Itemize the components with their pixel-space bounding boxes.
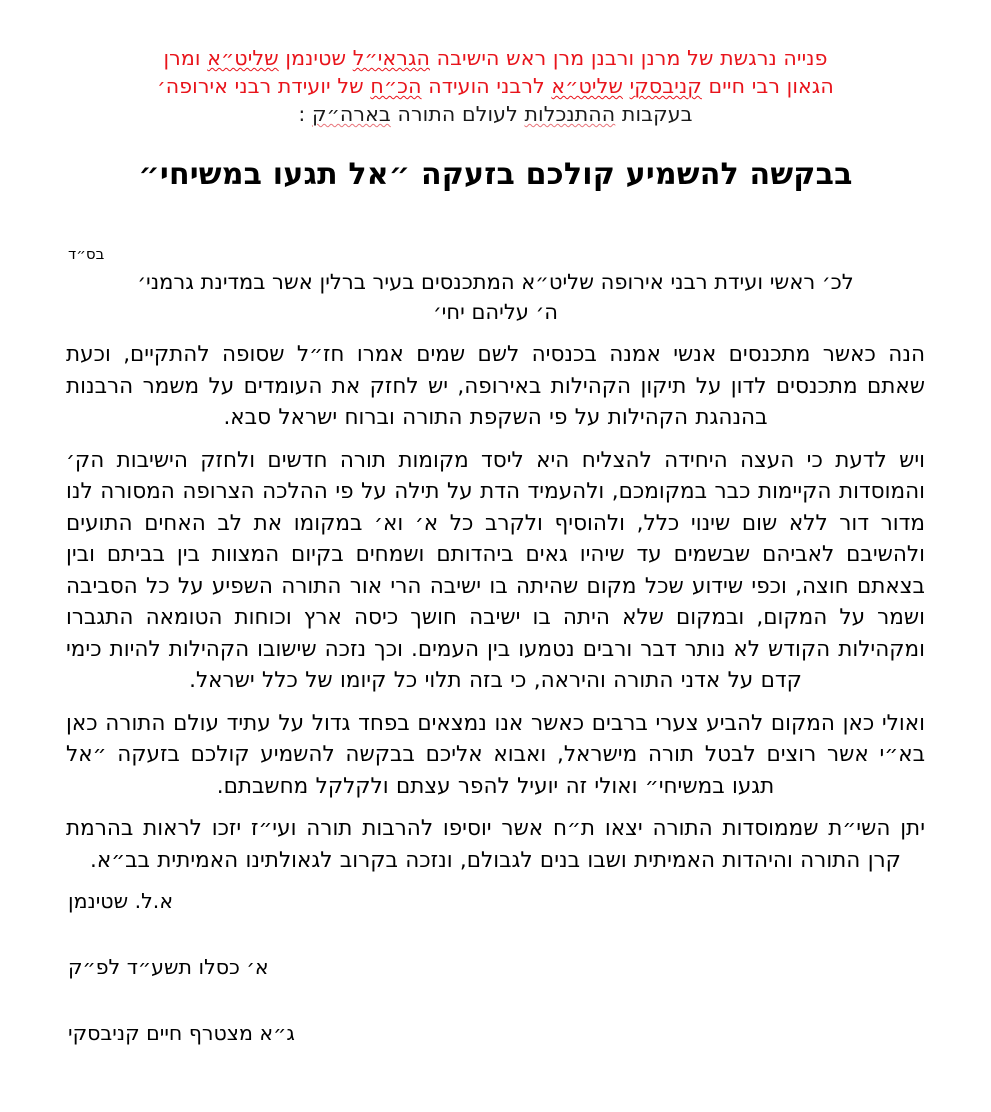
header-line-3-misspelled-2: בארה״ק — [311, 102, 391, 126]
announcement-header — [62, 44, 929, 128]
bsd-marker — [66, 243, 925, 265]
signature-date — [62, 954, 929, 980]
salutation-line-1: לכ׳ ראשי ועידת רבני אירופה שליט״א המתכנסים בעיר ברלין אשר במדינת גרמני׳ — [137, 270, 854, 294]
header-line-2 — [62, 72, 929, 100]
header-line-2-part-e: לרבני הועידה — [421, 74, 552, 98]
signature-cosigner — [62, 1020, 929, 1046]
header-line-3 — [62, 100, 929, 128]
signature-cosigner-text: ג״א מצטרף חיים קניבסקי — [68, 1021, 295, 1045]
header-line-3-misspelled-1: ההתנכלות — [524, 102, 616, 126]
signature-block — [62, 888, 929, 1046]
header-line-3-part-c: לעולם התורה — [390, 102, 525, 126]
header-line-1-part-c: שטינמן — [278, 46, 353, 70]
header-line-2-misspelled-3: הכ״ח — [370, 74, 422, 98]
body-paragraph-4: יתן השי״ת שממוסדות התורה יצאו ת״ח אשר יוסיפו להרבות תורה ועי״ז יזכו לראות בהרמת קרן התורה והיהדות האמיתית ושבו בנים לגבולם, ונזכה בקרוב לגאולתינו האמיתית בב״א. — [66, 816, 925, 873]
header-line-3-part-e: : — [298, 102, 312, 126]
body-paragraph-1: הנה כאשר מתכנסים אנשי אמנה בכנסיה לשם שמים אמרו חז״ל שסופה להתקיים, וכעת שאתם מתכנסים לדון על תיקון הקהילות באירופה, יש לחזק את העומדים על משמר הרבנות בהנהגת הקהילות על פי השקפת התורה וברוח ישראל סבא. — [66, 342, 925, 430]
header-line-1-misspelled-1: הגראי״ל — [352, 46, 430, 70]
header-line-3-part-a: בעקבות — [615, 102, 693, 126]
salutation — [66, 267, 925, 327]
body-paragraph-2: ויש לדעת כי העצה היחידה להצליח היא ליסד מקומות תורה חדשים ולחזק הישיבות הק׳ והמוסדות הקיימות כבר במקומכם, ולהעמיד הדת על תילה על פי ההלכה הצרופה המסורה לנו מדור דור ללא שום שינוי כלל, ולהוסיף ולקרב כל א׳ וא׳ במקומו את לב האחים התועים ולהשיבם לאביהם שבשמים עד שיהיו גאים ביהדותם ושמחים בקיום המצוות בין בביתם ובין בצאתם חוצה, וכפי שידוע שכל מקום שהיתה בו ישיבה הרי אור התורה השפיע על כל הסביבה ושמר על המקום, ובמקום שלא היתה בו ישיבה חושך כיסה ארץ וכוחות הטומאה התגברו ומקהילות הקודש לא נותר דבר ורבים נטמעו בין העמים. וכך נזכה שישובו הקהילות להיות כימי קדם על אדני התורה והיראה, כי בזה תלוי כל קיומו של כלל ישראל. — [66, 447, 925, 693]
header-line-1-misspelled-2: שליט״א — [207, 46, 279, 70]
header-line-2-part-a: הגאון רבי חיים — [701, 74, 834, 98]
signature-date-text: א׳ כסלו תשע״ד לפ״ק — [68, 955, 269, 979]
signature-name-text: א.ל. שטינמן — [68, 889, 174, 913]
body-paragraph-3: ואולי כאן המקום להביע צערי ברבים כאשר אנו נמצאים בפחד גדול על עתיד עולם התורה כאן בא״י אשר רוצים לבטל תורה מישראל, ואבוא אליכם בבקשה להשמיע קולכם בזעקה ״אל תגעו במשיחי״ ואולי זה יועיל להפר עצתם ולקלקל מחשבתם. — [66, 710, 925, 799]
bsd-marker-text: בס״ד — [68, 245, 105, 263]
header-line-2-misspelled-1: קניבסקי — [629, 74, 702, 98]
header-line-1 — [62, 44, 929, 72]
signature-name — [62, 888, 929, 914]
header-line-1-part-a: פנייה נרגשת של מרנן ורבנן מרן ראש הישיבה — [429, 46, 828, 70]
header-line-2-misspelled-2: שליט״א — [551, 74, 623, 98]
header-line-2-part-g: של יועידת רבני אירופה׳ — [157, 74, 371, 98]
salutation-line-2: ה׳ עליהם יחי׳ — [432, 300, 559, 324]
header-line-2-space — [623, 74, 630, 98]
letter-body — [66, 243, 925, 876]
page-title: בבקשה להשמיע קולכם בזעקה ״אל תגעו במשיחי״ — [138, 157, 853, 192]
header-line-1-part-e: ומרן — [163, 46, 208, 70]
